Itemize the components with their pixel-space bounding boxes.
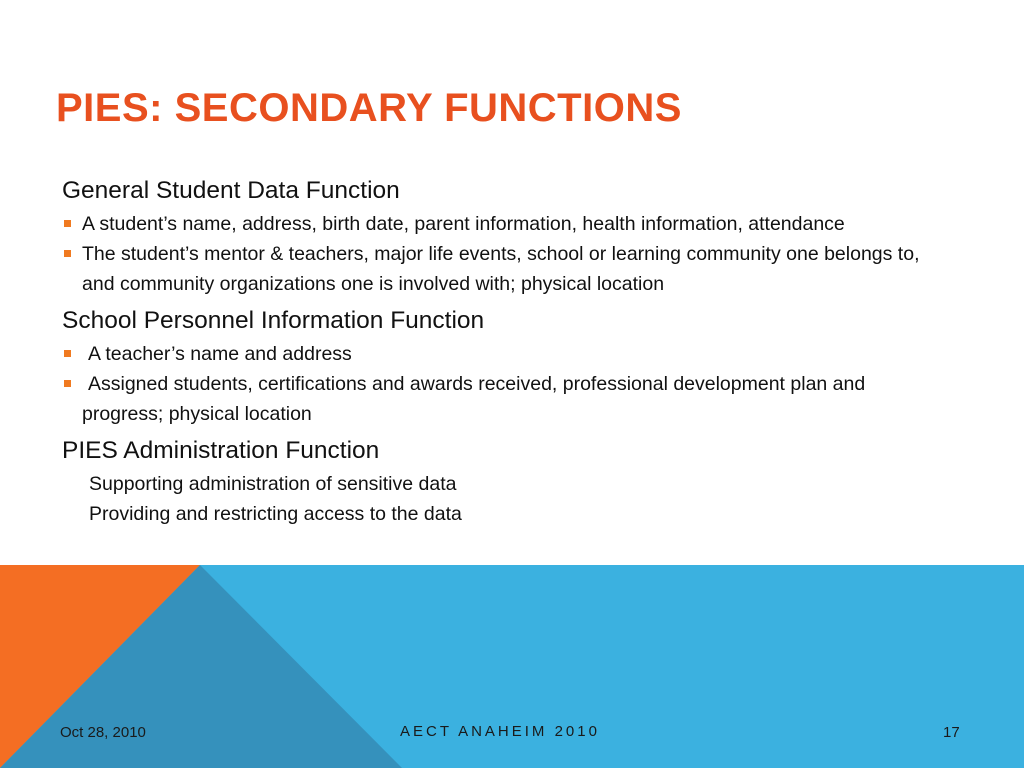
list-item-text: A student’s name, address, birth date, parent information, health information, attendance [82, 213, 845, 235]
section-heading: PIES Administration Function [62, 437, 380, 464]
list-item [62, 469, 942, 499]
section-general-student-data [62, 175, 942, 299]
list-item-text: The student’s mentor & teachers, major life events, school or learning community one belongs to, and community organizations one is involved with; physical location [82, 243, 920, 295]
bullet-list [62, 339, 942, 429]
section-heading: School Personnel Information Function [62, 307, 485, 334]
footer-date: Oct 28, 2010 [60, 724, 146, 741]
list-item-text: Assigned students, certifications and awards received, professional development plan and progress; physical location [82, 373, 866, 425]
section-pies-administration [62, 435, 942, 529]
list-item [62, 239, 942, 299]
list-item [62, 499, 942, 529]
slide-number: 17 [943, 724, 960, 741]
bullet-list [62, 209, 942, 299]
list-item [62, 369, 942, 429]
slide-title: PIES: SECONDARY FUNCTIONS [56, 86, 682, 130]
section-school-personnel [62, 305, 942, 429]
list-item [62, 209, 942, 239]
footer-center-text: AECT ANAHEIM 2010 [400, 723, 600, 740]
square-bullet-icon [64, 250, 71, 257]
square-bullet-icon [64, 350, 71, 357]
square-bullet-icon [64, 220, 71, 227]
list-item [62, 339, 942, 369]
list-item-text: A teacher’s name and address [88, 343, 352, 365]
bullet-list [62, 469, 942, 529]
list-item-text: Supporting administration of sensitive data [89, 473, 457, 495]
section-heading: General Student Data Function [62, 177, 400, 204]
square-bullet-icon [64, 380, 71, 387]
list-item-text: Providing and restricting access to the data [89, 503, 462, 525]
slide-content [62, 175, 942, 535]
